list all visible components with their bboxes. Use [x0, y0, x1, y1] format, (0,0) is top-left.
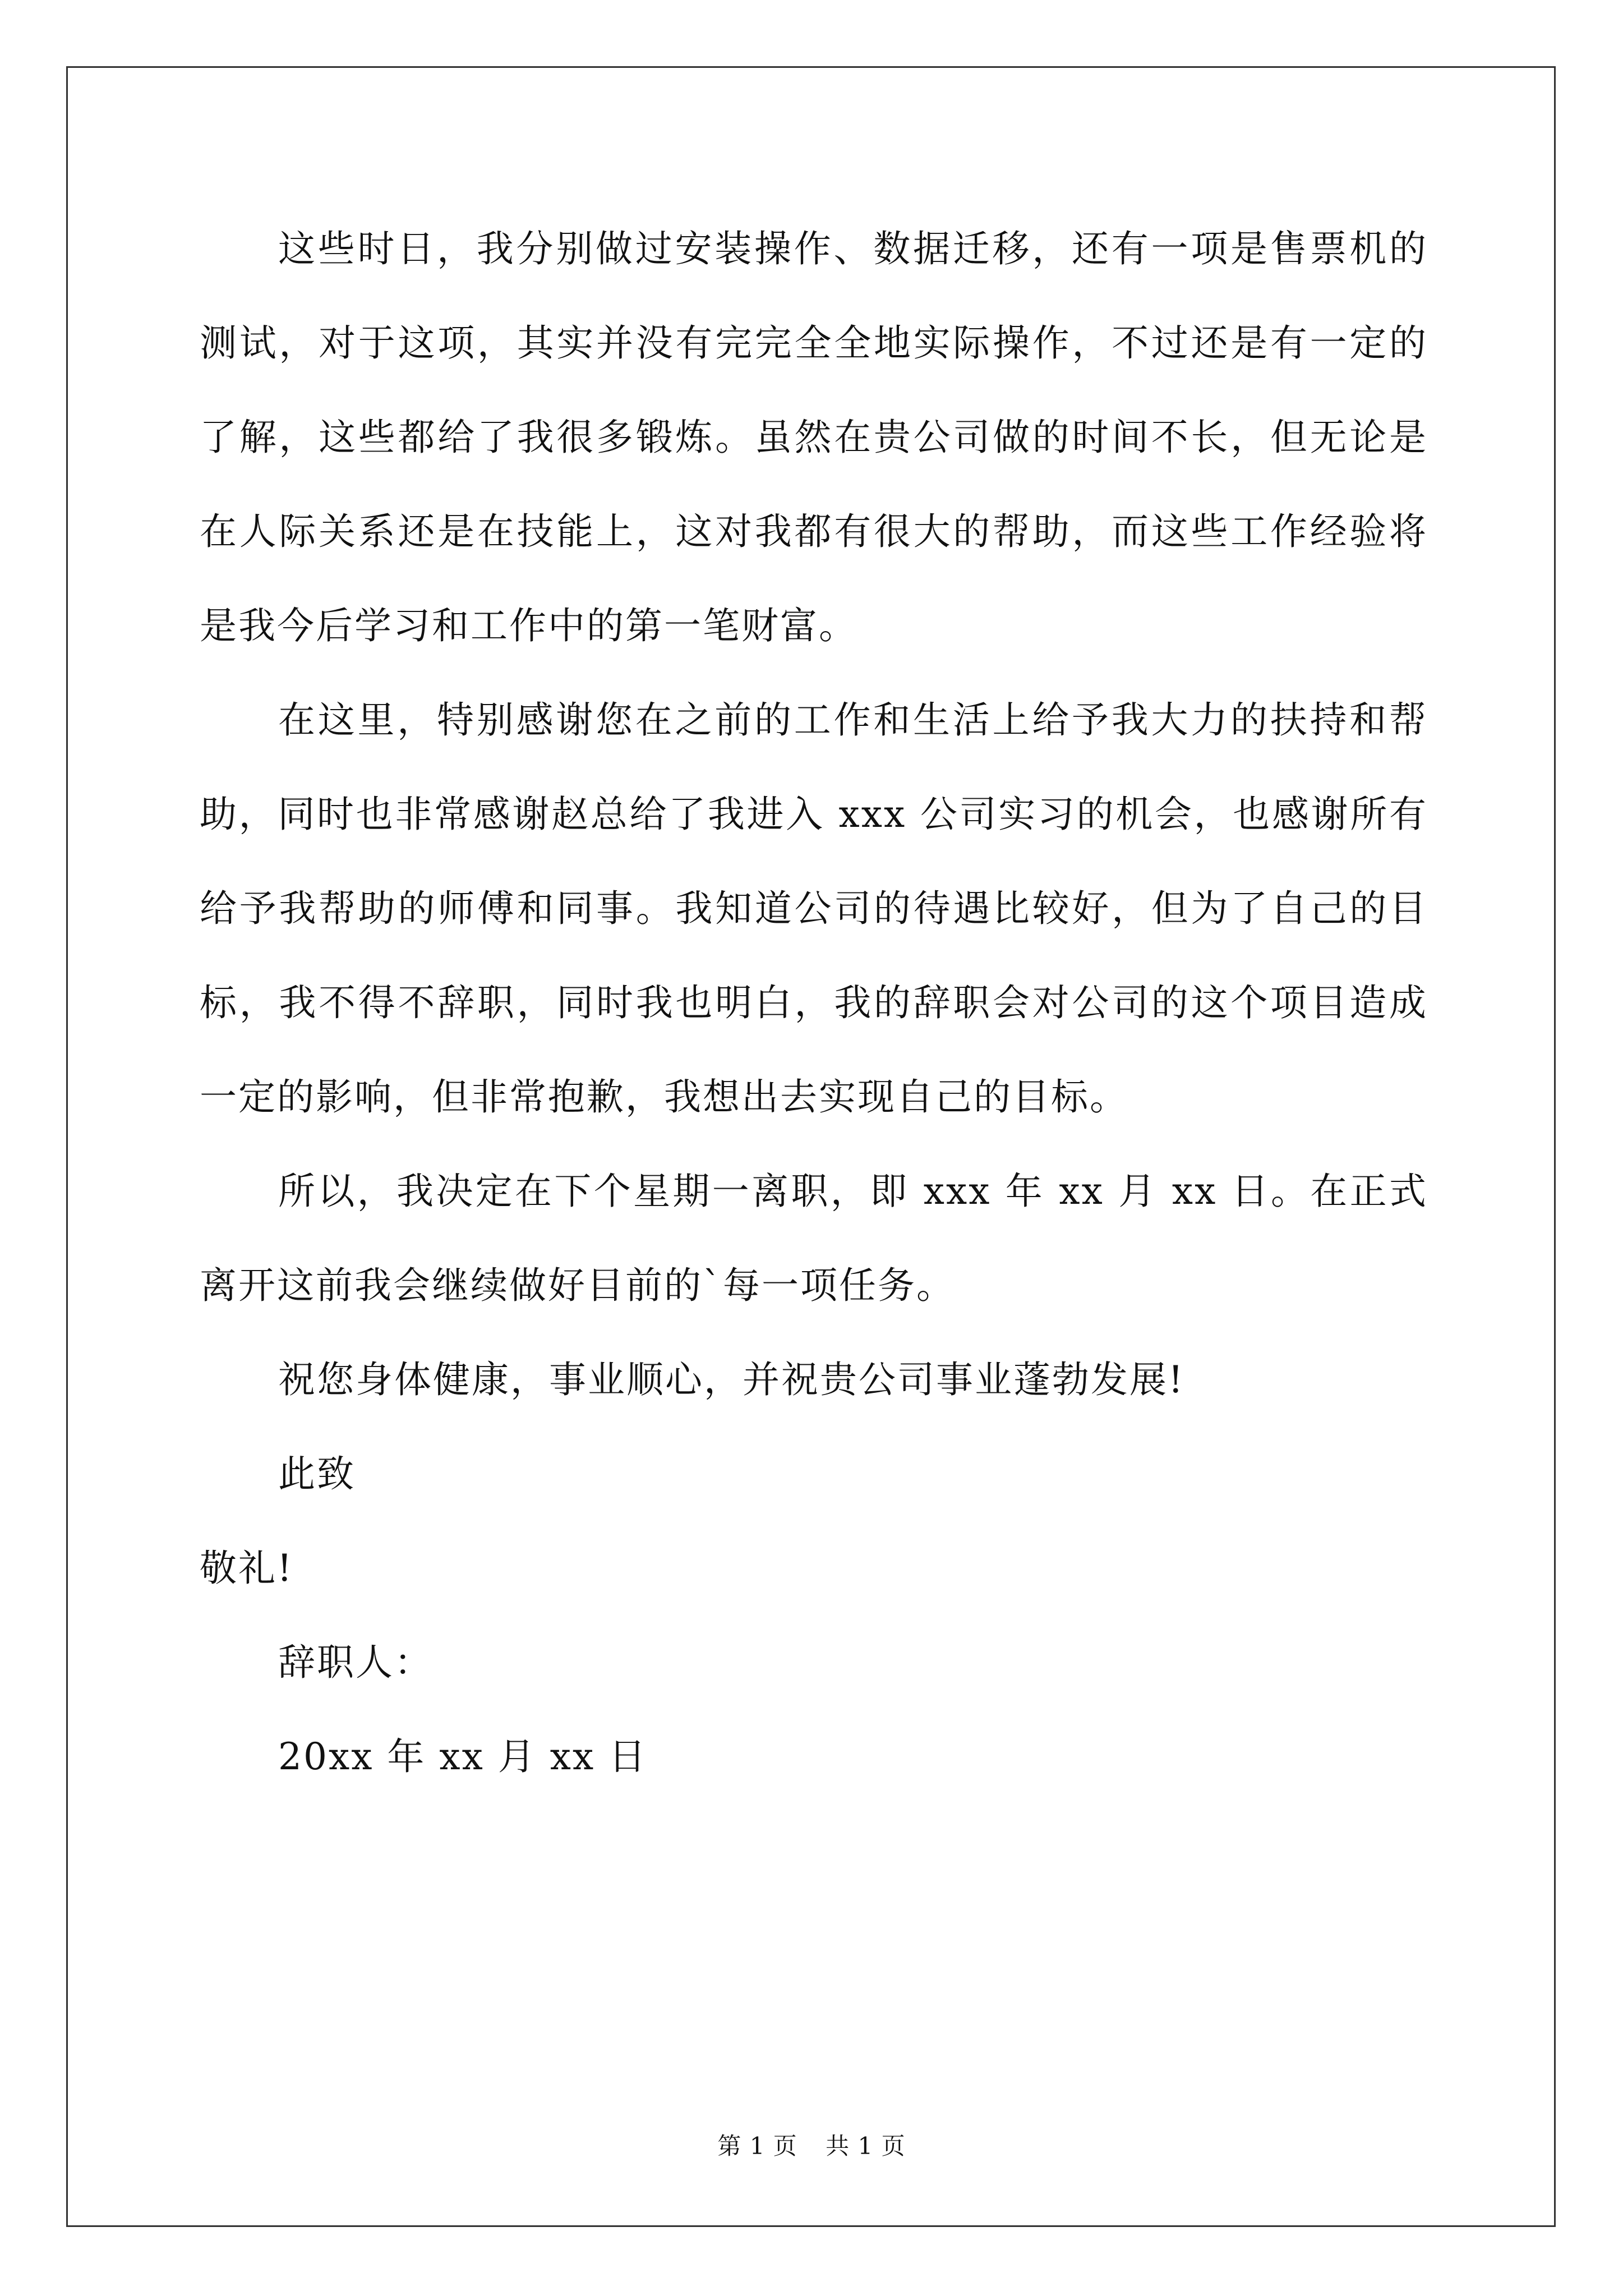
page-footer: [0, 2131, 1623, 2162]
page-number-total: 共 1 页: [826, 2132, 906, 2160]
letter-body: [200, 202, 1428, 1804]
closing-salutation: 此致: [278, 1452, 356, 1496]
paragraph-work-experience: 这些时日，我分别做过安装操作、数据迁移，还有一项是售票机的测试，对于这项，其实并没有完完全全地实际操作，不过还是有一定的了解，这些都给了我很多锻炼。虽然在贵公司做的时间不长，但无论是在人际关系还是在技能上，这对我都有很大的帮助，而这些工作经验将是我今后学习和工作中的第一笔财富。: [200, 227, 1428, 647]
paragraph-departure-date: 所以，我决定在下个星期一离职，即 xxx 年 xx 月 xx 日。在正式离开这前我会继续做好目前的`每一项任务。: [200, 1170, 1428, 1307]
signature-label: 辞职人：: [278, 1641, 433, 1684]
closing-regards: 敬礼!: [200, 1547, 294, 1590]
paragraph-wishes: 祝您身体健康，事业顺心，并祝贵公司事业蓬勃发展!: [278, 1358, 1185, 1401]
paragraph-thanks: 在这里，特别感谢您在之前的工作和生活上给予我大力的扶持和帮助，同时也非常感谢赵总给了我进入 xxx 公司实习的机会，也感谢所有给予我帮助的师傅和同事。我知道公司的待遇比较好，但为了自己的目标，我不得不辞职，同时我也明白，我的辞职会对公司的这个项目造成一定的影响，但非常抱歉，我想出去实现自己的目标。: [200, 698, 1428, 1119]
page-number-current: 第 1 页: [717, 2132, 797, 2160]
signature-date: 20xx 年 xx 月 xx 日: [278, 1735, 648, 1778]
